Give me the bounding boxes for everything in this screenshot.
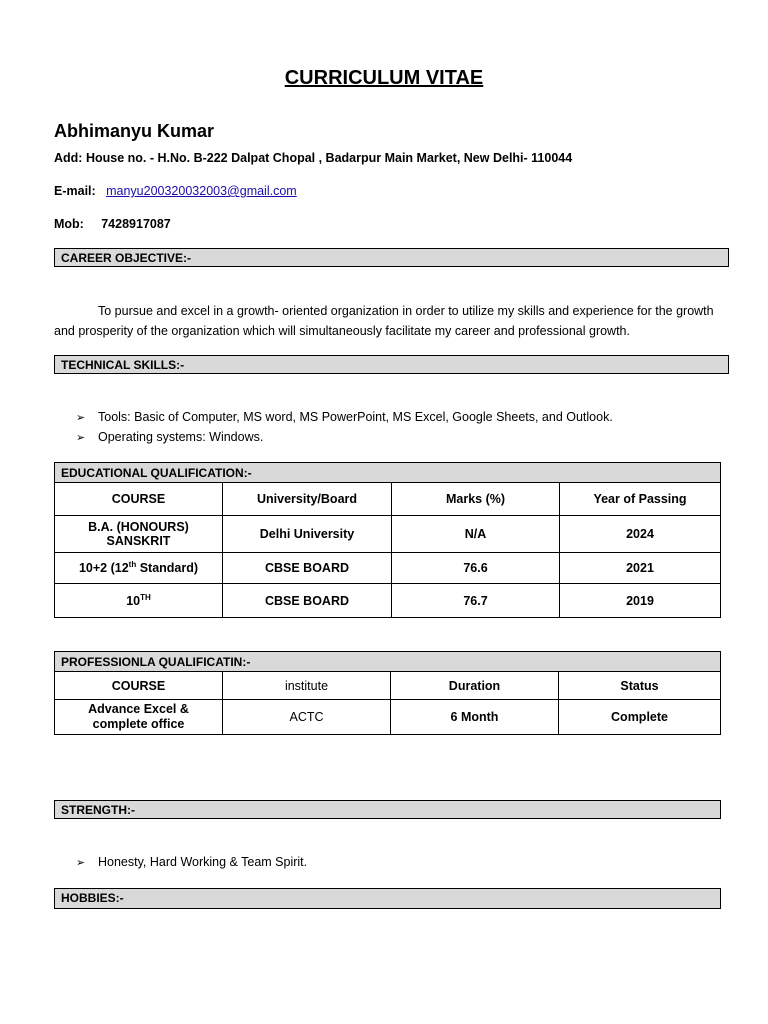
email-label: E-mail: [54,184,96,198]
table-row [55,584,721,618]
mobile-value: 7428917087 [101,217,171,231]
career-objective-heading: CAREER OBJECTIVE:- [54,248,729,267]
column-header: University/Board [223,483,392,516]
marks-cell: 76.6 [392,553,560,584]
professional-heading: PROFESSIONLA QUALIFICATIN:- [55,652,721,672]
candidate-name: Abhimanyu Kumar [54,121,215,141]
status-cell: Complete [559,700,721,735]
mobile-label: Mob: [54,217,84,231]
page-title: CURRICULUM VITAE [284,67,484,89]
board-cell: CBSE BOARD [223,584,392,618]
year-cell: 2019 [560,584,721,618]
board-cell: Delhi University [223,516,392,553]
address-value: House no. - H.No. B-222 Dalpat Chopal , Badarpur Main Market, New Delhi- 110044 [85,151,573,165]
skill-item: ➢ Operating systems: Windows. [76,430,264,444]
arrow-bullet-icon: ➢ [76,857,86,869]
technical-skills-heading: TECHNICAL SKILLS:- [54,355,729,374]
education-heading-row [55,463,721,483]
hobbies-heading: HOBBIES:- [54,888,721,909]
skill-item: ➢ Tools: Basic of Computer, MS word, MS PowerPoint, MS Excel, Google Sheets, and Outlook. [76,410,613,424]
professional-table [54,651,721,735]
education-heading: EDUCATIONAL QUALIFICATION:- [55,463,721,483]
strength-heading: STRENGTH:- [54,800,721,819]
marks-cell: 76.7 [392,584,560,618]
institute-cell: ACTC [223,700,391,735]
column-header: COURSE [55,672,223,700]
education-table [54,462,721,618]
board-cell: CBSE BOARD [223,553,392,584]
year-cell: 2024 [560,516,721,553]
table-row [55,516,721,553]
address-label: Add: [54,151,83,165]
table-row [55,700,721,735]
mobile-line [54,217,171,231]
course-cell: B.A. (HONOURS) SANSKRIT [55,516,223,553]
marks-cell: N/A [392,516,560,553]
strength-item: ➢ Honesty, Hard Working & Team Spirit. [76,855,308,869]
column-header: Marks (%) [392,483,560,516]
email-line [54,184,297,198]
arrow-bullet-icon: ➢ [76,412,86,424]
year-cell: 2021 [560,553,721,584]
course-cell: 10TH [55,584,223,618]
column-header: Status [559,672,721,700]
duration-cell: 6 Month [391,700,559,735]
column-header: institute [223,672,391,700]
column-header: COURSE [55,483,223,516]
table-header-row [55,672,721,700]
table-header-row [55,483,721,516]
career-objective-text: To pursue and excel in a growth- oriented organization in order to utilize my skills and experience for the growth and prosperity of the organization which will simultaneously facilitate my career and professional growth. [54,304,714,338]
column-header: Year of Passing [560,483,721,516]
table-row [55,553,721,584]
course-cell: 10+2 (12th Standard) [55,553,223,584]
address-line [54,151,572,165]
email-link[interactable]: manyu200320032003@gmail.com [106,184,297,198]
professional-heading-row [55,652,721,672]
course-cell: Advance Excel & complete office [55,700,223,735]
column-header: Duration [391,672,559,700]
arrow-bullet-icon: ➢ [76,432,86,444]
